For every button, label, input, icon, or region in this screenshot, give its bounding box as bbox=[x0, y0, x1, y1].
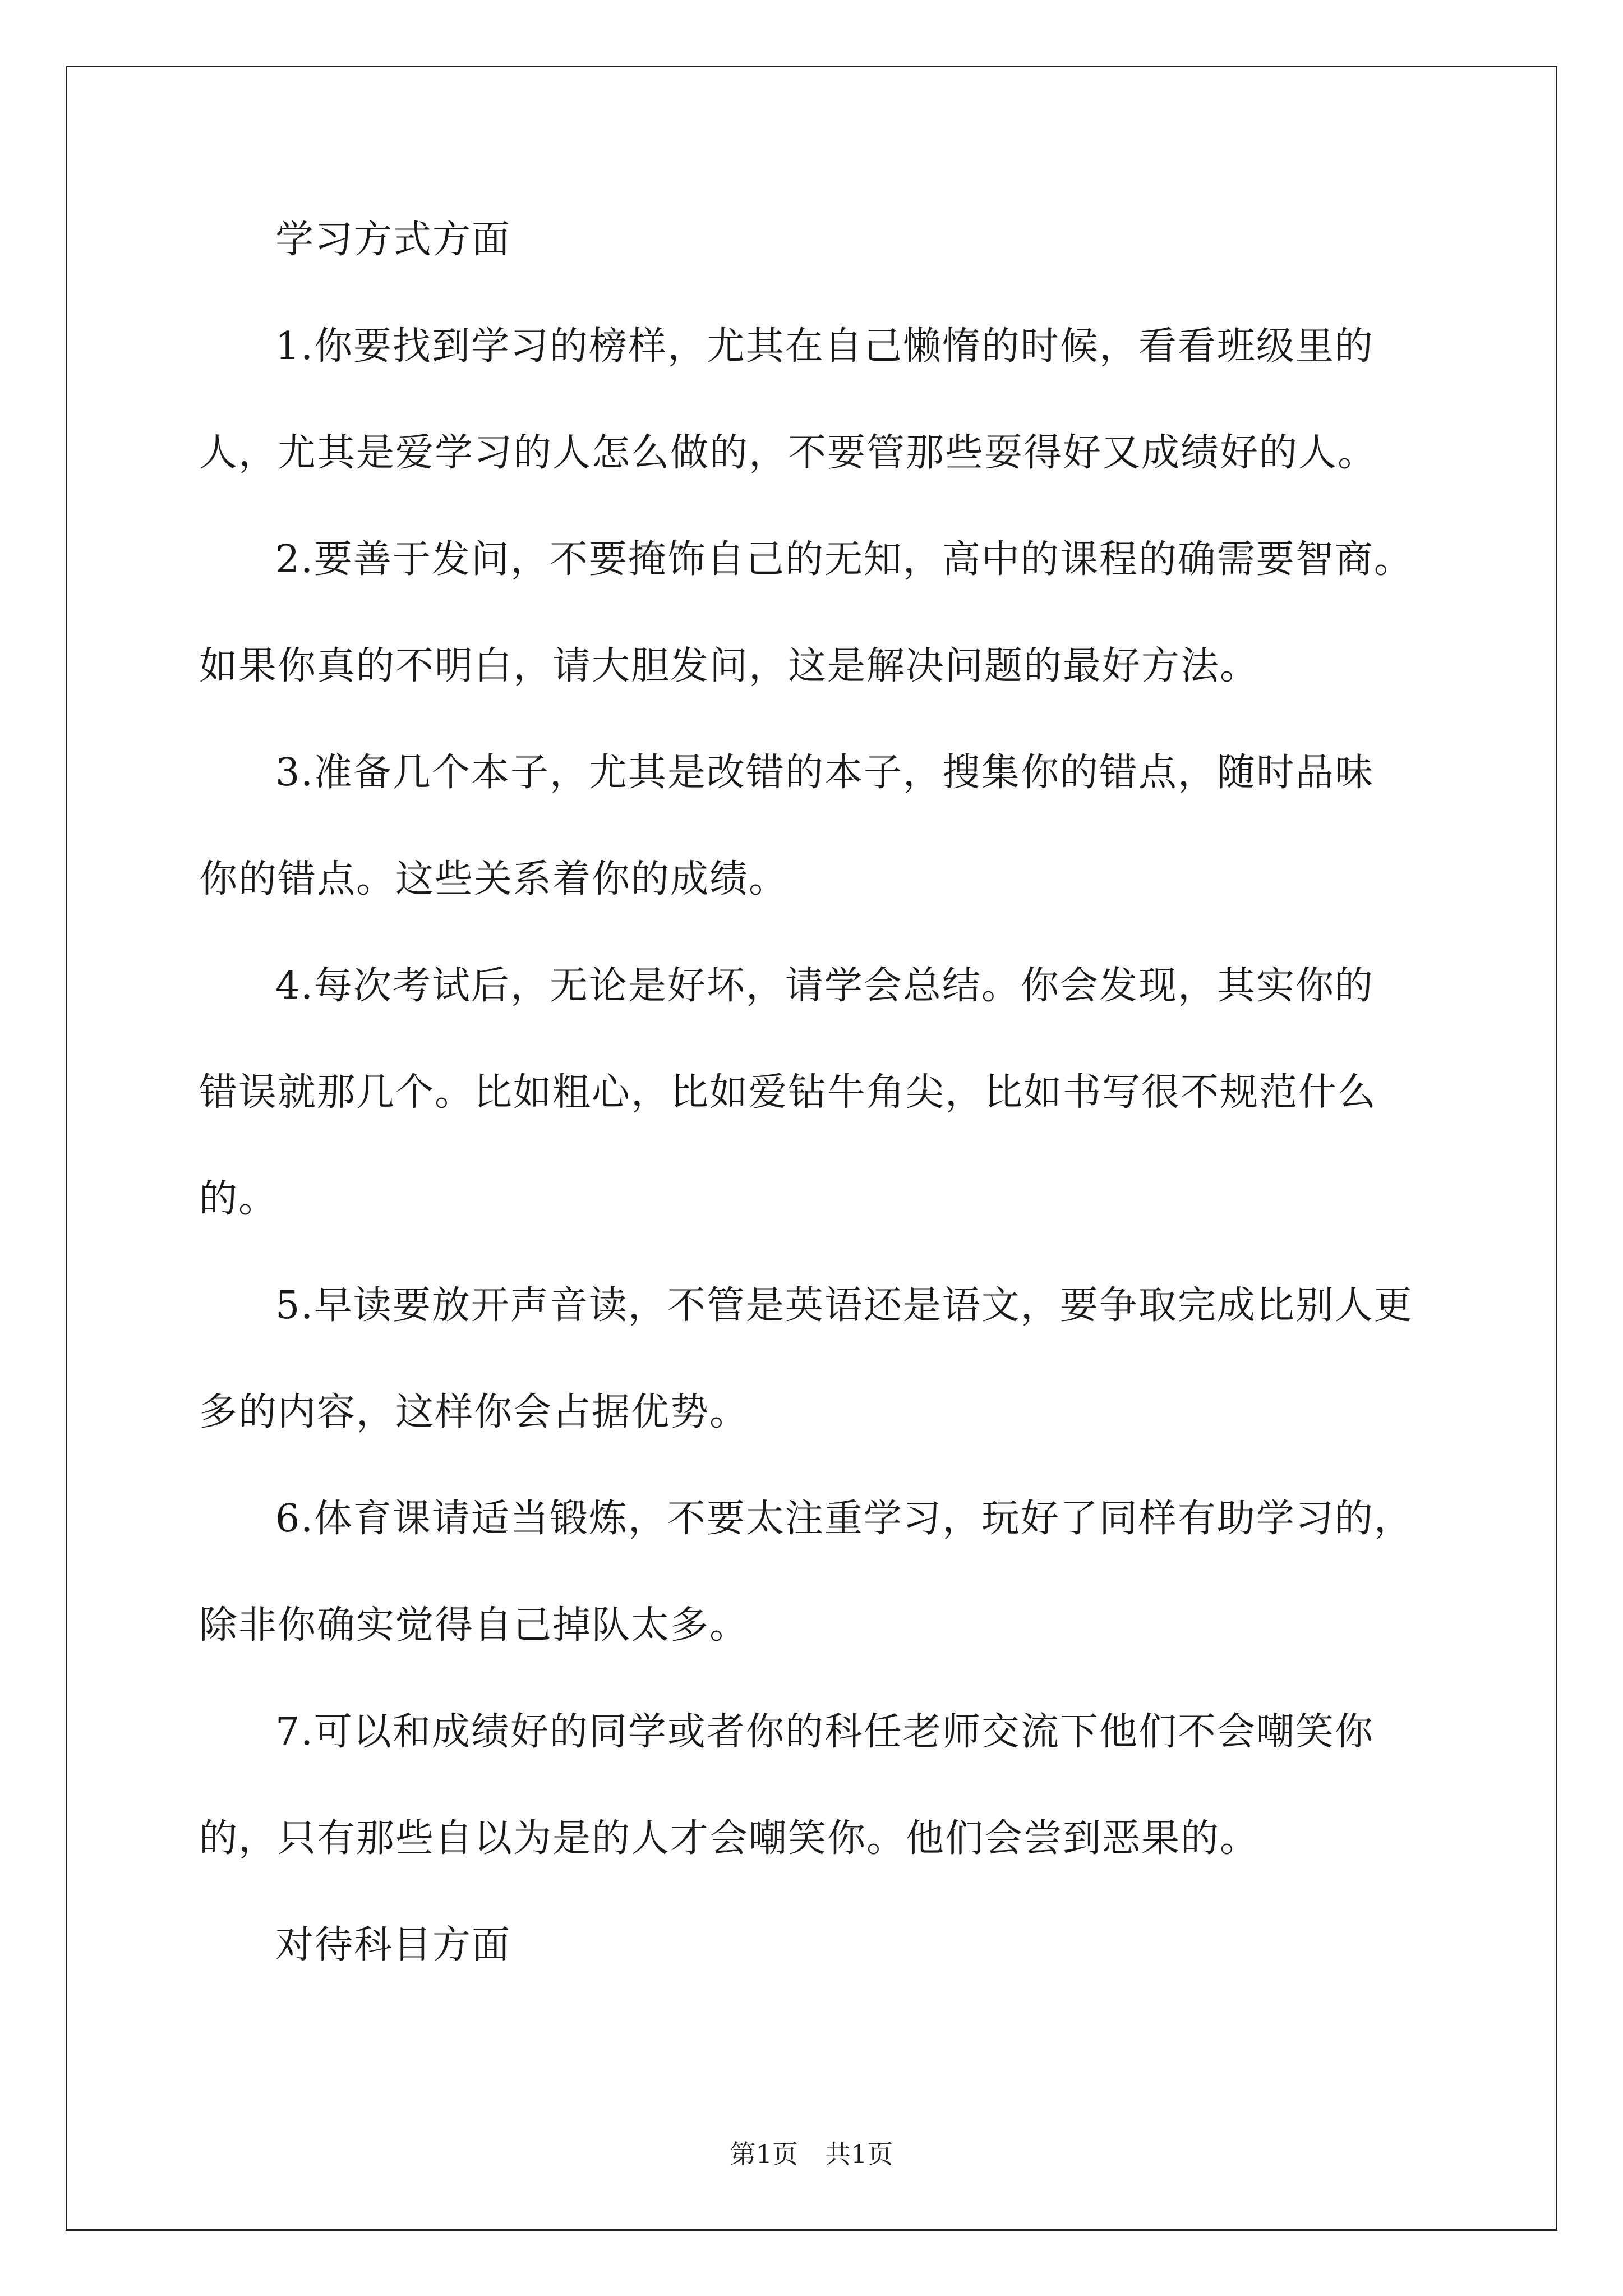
paragraph-line: 6.体育课请适当锻炼，不要太注重学习，玩好了同样有助学习的， bbox=[275, 1497, 1413, 1541]
paragraph-line: 1.你要找到学习的榜样，尤其在自己懒惰的时候，看看班级里的 bbox=[275, 324, 1374, 369]
paragraph-line: 你的错点。这些关系着你的成绩。 bbox=[199, 857, 789, 901]
paragraph-line: 2.要善于发问，不要掩饰自己的无知，高中的课程的确需要智商。 bbox=[275, 537, 1413, 582]
paragraph-line: 人，尤其是爱学习的人怎么做的，不要管那些耍得好又成绩好的人。 bbox=[199, 431, 1377, 475]
paragraph-line: 除非你确实觉得自己掉队太多。 bbox=[199, 1603, 749, 1648]
section-heading: 对待科目方面 bbox=[275, 1923, 511, 1967]
page-number: 第1页 bbox=[730, 2139, 798, 2169]
page-total: 共1页 bbox=[825, 2139, 893, 2169]
paragraph-line: 的。 bbox=[199, 1177, 278, 1221]
document-body bbox=[199, 213, 1438, 1972]
paragraph-line: 多的内容，这样你会占据优势。 bbox=[199, 1390, 749, 1434]
paragraph-line: 的，只有那些自以为是的人才会嘲笑你。他们会尝到恶果的。 bbox=[199, 1816, 1260, 1861]
paragraph-line: 如果你真的不明白，请大胆发问，这是解决问题的最好方法。 bbox=[199, 644, 1260, 688]
page-footer bbox=[0, 2137, 1623, 2171]
paragraph-line: 错误就那几个。比如粗心，比如爱钻牛角尖，比如书写很不规范什么 bbox=[199, 1070, 1377, 1115]
section-heading: 学习方式方面 bbox=[275, 218, 511, 262]
paragraph-line: 7.可以和成绩好的同学或者你的科任老师交流下他们不会嘲笑你 bbox=[275, 1710, 1374, 1754]
paragraph-line: 4.每次考试后，无论是好坏，请学会总结。你会发现，其实你的 bbox=[275, 964, 1374, 1008]
paragraph-line: 5.早读要放开声音读，不管是英语还是语文，要争取完成比别人更 bbox=[275, 1283, 1413, 1328]
paragraph-line: 3.准备几个本子，尤其是改错的本子，搜集你的错点，随时品味 bbox=[275, 751, 1374, 795]
